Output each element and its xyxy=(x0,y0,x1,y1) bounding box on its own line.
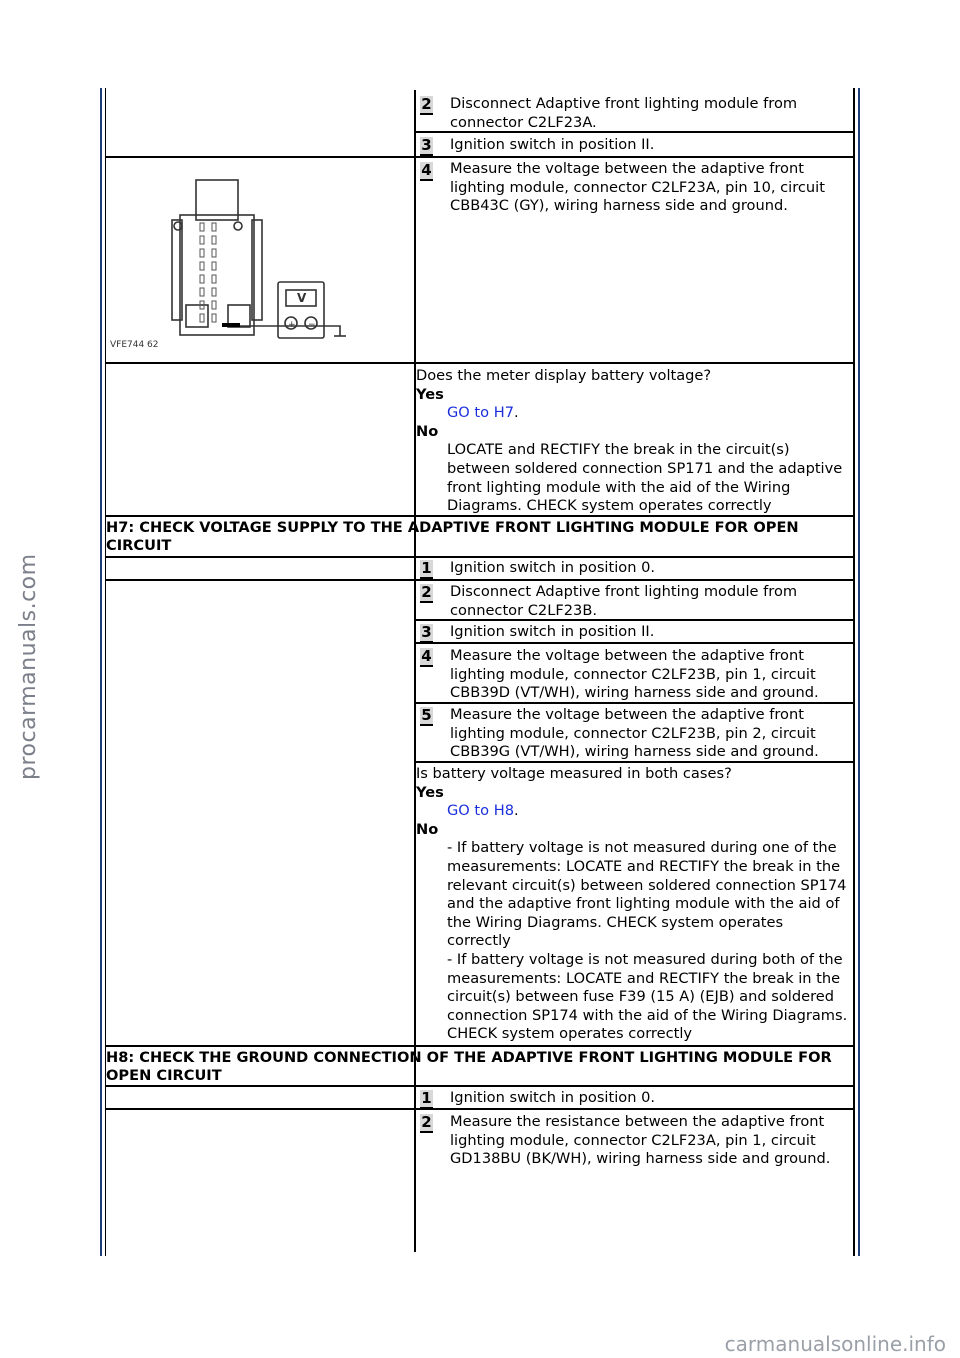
step-text: Ignition switch in position 0. xyxy=(450,1089,656,1106)
step-text: Measure the voltage between the adaptive front lighting module, connector C2LF23B, pin 2, circuit CBB39G (VT/WH), wiring harness side and ground. xyxy=(450,706,819,761)
no-text: LOCATE and RECTIFY the break in the circuit(s) between soldered connection SP171 and the adaptive front lighting module with the aid of the Wiring Diagrams. CHECK system operates correctly xyxy=(447,441,843,515)
step-number: 4 xyxy=(421,161,432,179)
step-text: Measure the resistance between the adaptive front lighting module, connector C2LF23A, pin 1, circuit GD138BU (BK/WH), wiring harness side and ground. xyxy=(450,1113,831,1168)
page-border-left xyxy=(100,88,102,1256)
step-text: Ignition switch in position II. xyxy=(450,623,655,640)
row-line xyxy=(106,1108,854,1110)
connector-diagram xyxy=(108,160,412,360)
section-title-h7: H7: CHECK VOLTAGE SUPPLY TO THE ADAPTIVE FRONT LIGHTING MODULE FOR OPEN CIRCUIT xyxy=(106,519,799,554)
step-text: Measure the voltage between the adaptive front lighting module, connector C2LF23A, pin 10, circuit CBB43C (GY), wiring harness side and ground. xyxy=(450,160,825,215)
connector-figure xyxy=(108,160,412,360)
svg-text:+: + xyxy=(288,320,296,330)
step-number: 3 xyxy=(421,136,432,154)
row-line xyxy=(416,642,854,644)
footer-watermark[interactable]: carmanualsonline.info xyxy=(724,1332,946,1357)
row-line xyxy=(106,1085,854,1087)
row-line xyxy=(106,156,854,158)
step-text: Ignition switch in position II. xyxy=(450,136,655,153)
link-suffix: . xyxy=(513,802,519,820)
yes-label: Yes xyxy=(416,783,444,801)
step-number: 3 xyxy=(421,623,432,641)
row-line xyxy=(106,579,854,581)
figure-label: VFE744 62 xyxy=(110,340,159,350)
question-text: Is battery voltage measured in both cases? xyxy=(416,765,732,782)
no-label: No xyxy=(416,422,439,440)
response-block xyxy=(416,367,856,516)
step-text: Measure the voltage between the adaptive front lighting module, connector C2LF23B, pin 1, circuit CBB39D (VT/WH), wiring harness side and ground. xyxy=(450,647,819,702)
no-text-1: - If battery voltage is not measured during one of the measurements: LOCATE and RECTIFY the break in the relevant circuit(s) between soldered connection SP174 and the adaptive front lighting module with the aid of the Wiring Diagrams. CHECK system operates correctly xyxy=(447,839,847,950)
step-number: 5 xyxy=(421,706,432,724)
step-number: 2 xyxy=(421,583,432,601)
no-text-2: - If battery voltage is not measured during both of the measurements: LOCATE and RECTIFY the break in the circuit(s) between fuse F39 (15 A) (EJB) and soldered connection SP174 with the aid of the Wiring Diagrams. CHECK system operates correctly xyxy=(447,950,848,1043)
row-line xyxy=(106,556,854,558)
go-to-h7-link[interactable]: GO to H7 xyxy=(447,404,514,422)
step-text: Ignition switch in position 0. xyxy=(450,559,656,576)
step-number: 2 xyxy=(421,1113,432,1131)
step-number: 1 xyxy=(421,1089,432,1107)
step-text: Disconnect Adaptive front lighting module from connector C2LF23B. xyxy=(450,583,798,619)
page-border-right xyxy=(858,88,860,1256)
svg-text:−: − xyxy=(308,320,316,330)
step-number: 4 xyxy=(421,647,432,665)
question-text: Does the meter display battery voltage? xyxy=(416,367,712,384)
link-suffix: . xyxy=(513,404,519,422)
step-number: 2 xyxy=(421,95,432,113)
go-to-h8-link[interactable]: GO to H8 xyxy=(447,802,514,820)
response-block xyxy=(416,765,856,1044)
yes-label: Yes xyxy=(416,385,444,403)
step-number: 1 xyxy=(421,559,432,577)
no-label: No xyxy=(416,820,439,838)
side-watermark: procarmanuals.com xyxy=(16,553,41,780)
section-title-h8: H8: CHECK THE GROUND CONNECTION OF THE ADAPTIVE FRONT LIGHTING MODULE FOR OPEN CIRCUIT xyxy=(106,1049,832,1084)
row-line xyxy=(106,1045,854,1047)
step-text: Disconnect Adaptive front lighting module from connector C2LF23A. xyxy=(450,95,798,131)
row-line xyxy=(106,362,854,364)
meter-label: V xyxy=(297,291,307,305)
